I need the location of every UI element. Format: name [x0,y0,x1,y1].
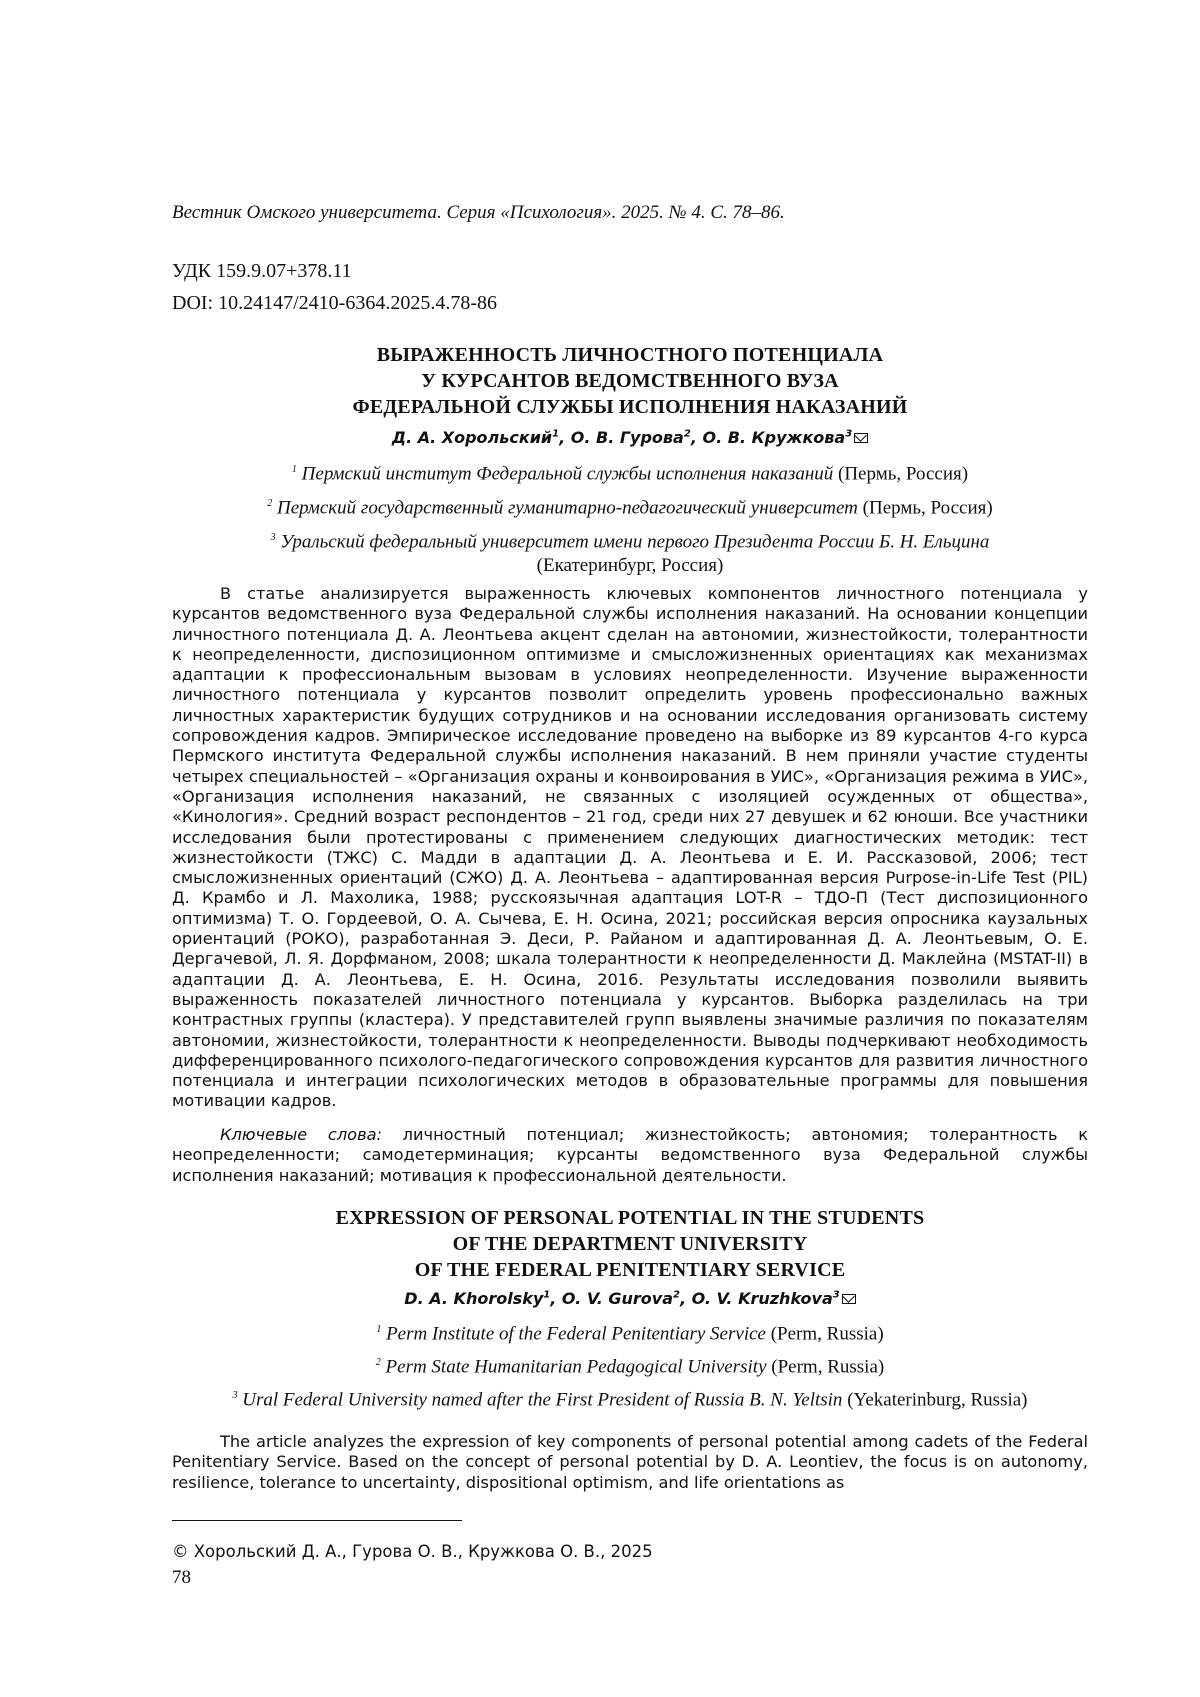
author-sup: 2 [683,428,691,440]
author-sup: 3 [845,428,853,440]
title-en-line: EXPRESSION OF PERSONAL POTENTIAL IN THE STUDENTS [335,1207,925,1229]
author-sup: 1 [543,1289,551,1301]
affiliation-en-2: $^2$ Perm State Humanitarian Pedagogical University (Perm, Russia) [375,1356,885,1378]
affiliation-en-3: $^3$ Ural Federal University named after the First President of Russia B. N. Yeltsin (Yekaterinburg, Russia) [232,1389,1028,1411]
keywords-text: личностный потенциал; жизнестойкость; автономия; толерантность к неопределенности; самодетерминация; курсанты ведомственного вуза Федеральной службы исполнения наказаний; мотивация к профессиональной деятельности. [172,1125,1089,1185]
author-sup: 2 [673,1289,680,1301]
author-name: Д. А. Хорольский [391,428,553,447]
author-name: О. В. Кружкова [702,428,846,447]
copyright-notice: © Хорольский Д. А., Гурова О. В., Кружкова О. В., 2025 [172,1542,653,1561]
title-en-line: OF THE DEPARTMENT UNIVERSITY [452,1233,808,1255]
affiliation-ru-2: $^2$ Пермский государственный гуманитарно-педагогический университет (Пермь, Россия) [267,497,993,519]
author-name: O. V. Kruzhkova [691,1289,833,1308]
author-name: D. A. Khorolsky [404,1289,544,1308]
author-name: O. V. Gurova [561,1289,673,1308]
keywords-ru [172,1125,1088,1186]
footnote-divider [172,1520,462,1521]
doi: DOI: 10.24147/2410-6364.2025.4.78-86 [172,292,497,314]
title-ru-line: У КУРСАНТОВ ВЕДОМСТВЕННОГО ВУЗА [421,370,839,392]
author-name: О. В. Гурова [570,428,684,447]
authors-en: D. A. Khorolsky$^1$, O. V. Gurova$^2$, O. V. Kruzhkova$^3$ [172,1289,1088,1308]
abstract-ru [172,584,1088,1112]
title-ru-line: ВЫРАЖЕННОСТЬ ЛИЧНОСТНОГО ПОТЕНЦИАЛА [376,344,884,366]
page-number: 78 [172,1567,191,1588]
authors-ru: Д. А. Хорольский$^1$, О. В. Гурова$^2$, О. В. Кружкова$^3$ [172,428,1088,447]
author-sup: 1 [552,428,560,440]
abstract-en [172,1432,1088,1493]
title-ru-line: ФЕДЕРАЛЬНОЙ СЛУЖБЫ ИСПОЛНЕНИЯ НАКАЗАНИЙ [352,396,908,418]
title-en-line: OF THE FEDERAL PENITENTIARY SERVICE [414,1259,846,1281]
title-ru [172,342,1088,420]
abstract-ru-text: В статье анализируется выраженность ключевых компонентов личностного потенциала у курсантов ведомственного вуза Федеральной службы исполнения наказаний. На основании концепции личностного потенциала Д. А. Леонтьева акцент сделан на автономии, жизнестойкости, толерантности к неопределенности, диспозиционном оптимизме и смысложизненных ориентациях как механизмах адаптации к профессиональным вызовам в условиях неопределенности. Изучение выраженности личностного потенциала у курсантов позволит определить уровень профессионально важных личностных характеристик будущих сотрудников и на основании исследования организовать систему сопровождения кадров. Эмпирическое исследование проведено на выборке из 89 курсантов 4-го курса Пермского института Федеральной службы исполнения наказаний. В нем приняли участие студенты четырех специальностей – «Организация охраны и конвоирования в УИС», «Организация режима в УИС», «Организация исполнения наказаний, не связанных с изоляцией осужденных от общества», «Кинология». Средний возраст респондентов – 21 год, среди них 27 девушек и 62 юноши. Все участники исследования были протестированы с применением следующих диагностических методик: тест жизнестойкости (ТЖС) С. Мадди в адаптации Д. А. Леонтьева и Е. И. Рассказовой, 2006; тест смысложизненных ориентаций (СЖО) Д. А. Леонтьева – адаптированная версия Purpose-in-Life Test (PIL) Д. Крамбо и Л. Махолика, 1988; русскоязычная адаптация LOT-R – ТДО-П (Тест диспозиционного оптимизма) Т. О. Гордеевой, О. А. Сычева, Е. Н. Осина, 2021; российская версия опросника каузальных ориентаций (РОКО), разработанная Э. Деси, Р. Райаном и адаптированная Д. А. Леонтьевым, О. Е. Дергачевой, Л. Я. Дорфманом, 2008; шкала толерантности к неопределенности Д. Маклейна (MSTAT-II) в адаптации Д. А. Леонтьева, Е. Н. Осина, 2016. Результаты исследования позволили выявить выраженность показателей личностного потенциала у курсантов. Выборка разделилась на три контрастных группы (кластера). У представителей групп выявлены значимые различия по показателям автономии, жизнестойкости, толерантности к неопределенности. Выводы подчеркивают необходимость дифференцированного психолого-педагогического сопровождения курсантов для развития личностного потенциала и интеграции психологических методов в образовательные программы для повышения мотивации кадров. [172,584,1088,1111]
udc-code: УДК 159.9.07+378.11 [172,260,352,282]
affiliation-ru-3: $^3$ Уральский федеральный университет имени первого Президента России Б. Н. Ельцина (Екатеринбург, Россия) [270,531,990,577]
envelope-icon [842,1294,856,1304]
envelope-icon [854,433,868,443]
author-sup: 3 [832,1289,840,1301]
keywords-label: Ключевые слова: [220,1125,382,1144]
abstract-en-text: The article analyzes the expression of key components of personal potential among cadets of the Federal Penitentiary Service. Based on the concept of personal potential by D. A. Leontiev, the focus is on autonomy, resilience, tolerance to uncertainty, dispositional optimism, and life orientations as [172,1432,1088,1492]
journal-citation: Вестник Омского университета. Серия «Психология». 2025. № 4. С. 78–86. [172,202,785,223]
affiliation-ru-1: $^1$ Пермский институт Федеральной службы исполнения наказаний (Пермь, Россия) [291,463,969,485]
affiliation-en-1: $^1$ Perm Institute of the Federal Penitentiary Service (Perm, Russia) [376,1323,884,1345]
title-en [172,1205,1088,1283]
